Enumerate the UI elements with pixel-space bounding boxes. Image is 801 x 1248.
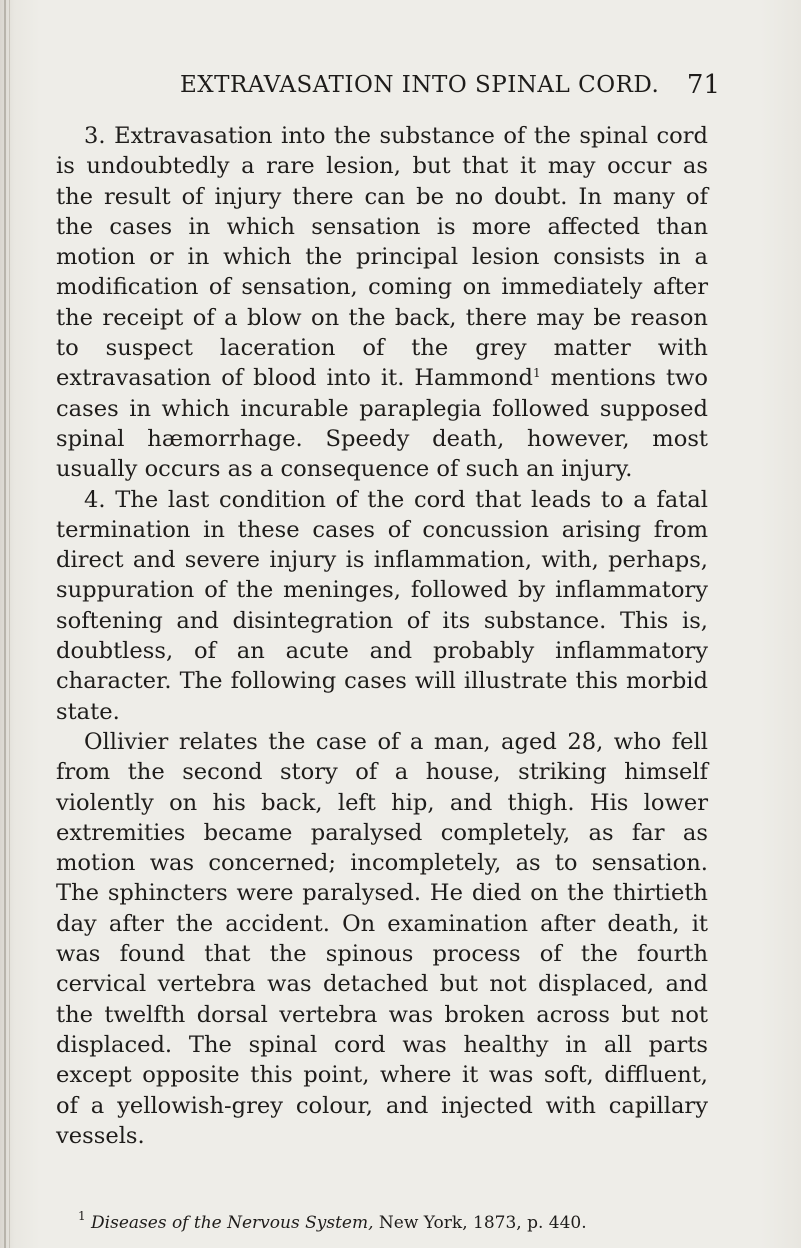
paragraph-ollivier-case: Ollivier relates the case of a man, aged 28, who fell from the second story of a house, striking himself violently on his back, left hip, and thigh. His lower extremities became paralysed completely, as far as motion was concerned; incompletely, as to sensation. The sphincters were paralysed. He died on the thirtieth day after the accident. On examination after death, it was found that the spinous process of the fourth cervical vertebra was detached but not displaced, and the twelfth dorsal vertebra was broken across but not displaced. The spinal cord was healthy in all parts except opposite this point, where it was soft, diffluent, of a yellowish-grey colour, and injected with capillary vessels.	[56, 728, 708, 1149]
binding-edge-inner	[9, 0, 10, 1248]
footnote-marker: 1	[78, 1209, 86, 1223]
footnote-book-title: Diseases of the Nervous System,	[91, 1213, 374, 1233]
paragraph-inflammation: 4. The last condition of the cord that leads to a fatal termination in these cases of concussion arising from direct and severe injury is inflammation, with, perhaps, suppuration of the meninges, followed by inflammatory softening and disintegration of its substance. This is, doubtless, of an acute and probably inflammatory character. The following cases will illustrate this morbid state.	[56, 486, 708, 725]
running-title: EXTRAVASATION INTO SPINAL CORD.	[180, 72, 660, 98]
paragraph-text: 3. Extravasation into the substance of the spinal cord is undoubtedly a rare lesion, but that it may occur as the result of injury there can be no doubt. In many of the cases in which sensation is more affected than motion or in which the principal lesion consists in a modification of sensation, coming on immediately after the receipt of a blow on the back, there may be reason to suspect laceration of the grey matter with extravasation of blood into it. Hammond	[56, 123, 708, 392]
page-number: 71	[686, 70, 720, 100]
footnote-citation: New York, 1873, p. 440.	[373, 1213, 587, 1233]
paragraph-text: mentions two cases in which incurable paraplegia followed supposed spinal hæmorrhage. Speedy death, however, most usually occurs as a consequence of such an injury.	[56, 365, 708, 483]
paragraph-extravasation	[56, 121, 708, 485]
footnote	[78, 1209, 718, 1234]
body-text	[56, 121, 708, 1151]
footnote-reference: 1	[532, 366, 541, 381]
binding-edge	[4, 0, 6, 1248]
